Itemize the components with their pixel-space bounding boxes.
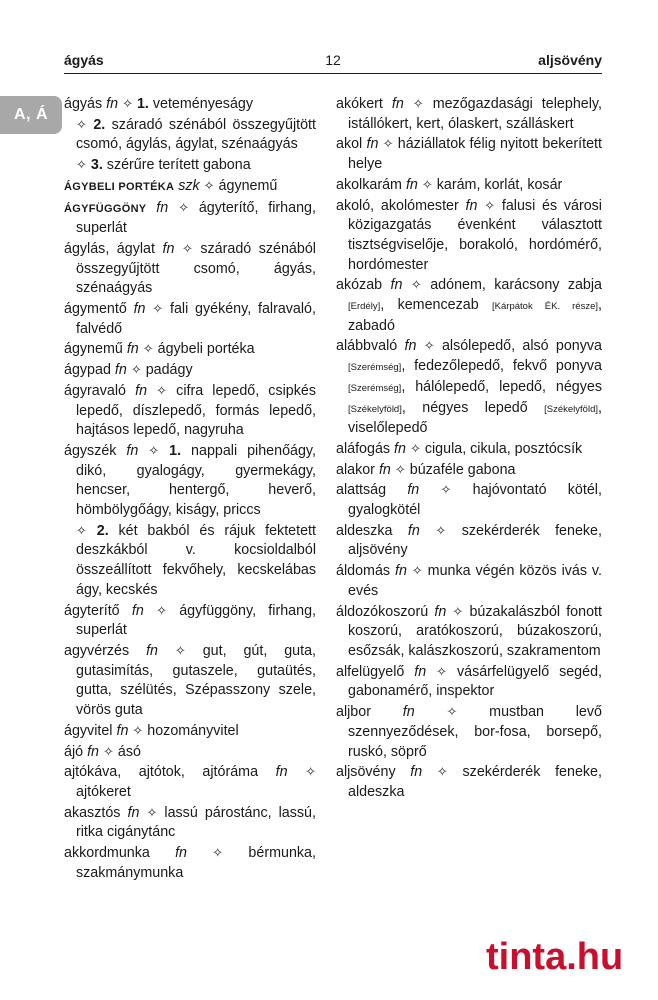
sense-number: 2. [96,522,109,539]
entry-definition: karám, korlát, kosár [436,176,563,193]
letter-tab: A, Á [0,96,62,134]
entry-headword: akoló, akolómester [336,197,459,214]
diamond-icon: ✧ [436,663,448,679]
sense-number: 3. [90,157,103,174]
entry-definition: búzakalászból fonott koszorú, aratókoszorú, búzakoszorú, esőzsák, kalászkoszorú, szakramentom [348,603,602,659]
part-of-speech: fn [407,482,420,499]
header-last-word: aljsövény [538,52,602,68]
dictionary-entry [336,134,602,174]
sense: ✧ 2. két bakból és rájuk fektetett deszkákból v. kocsioldalból összeállított fekvőhely, kecskelábas ágy, kecskés [76,522,316,598]
entry-headword: aljsövény [336,764,396,781]
watermark-logo: tinta.hu [486,936,624,978]
part-of-speech: fn [414,663,427,680]
page-number: 12 [325,52,341,68]
entry-headword: alfelügyelő [336,663,405,680]
entry-definition: cifra lepedő, csipkés lepedő, díszlepedő, formás lepedő, hajtásos lepedő, nagyruha [76,382,316,439]
entry-definition: ásó [117,743,141,760]
dictionary-entry [64,381,316,441]
dictionary-entry [336,196,602,276]
entry-definition: vásárfelügyelő segéd, gabonamérő, inspektor [348,663,602,700]
part-of-speech: fn [126,442,139,459]
header-first-word: ágyás [64,52,104,68]
part-of-speech: fn [156,199,169,216]
entry-headword: ÁGYFÜGGÖNY [64,202,147,215]
diamond-icon: ✧ [411,563,423,579]
dictionary-entry [336,702,602,762]
entry-definition: mezőgazdasági telephely, istállókert, kert, ólaskert, szálláskert [348,96,602,132]
entry-definition: lassú párostánc, lassú, ritka cigánytánc [76,804,316,841]
entry-definition: padágy [145,362,193,379]
part-of-speech: fn [275,764,288,781]
entry-definition: száradó szénából összegyűjtött csomó, ágyás, szénaágyás [76,240,316,297]
region-tag: [Erdély] [348,301,381,313]
entry-headword: ágynemű [64,341,123,358]
entry-headword: ájó [64,743,84,760]
header-rule [64,73,602,74]
entry-headword: ágylás, ágylat [64,240,155,257]
diamond-icon: ✧ [156,602,167,618]
region-tag: [Szerémség] [348,382,402,394]
entry-definition: gut, gút, guta, gutasimítás, gutaszele, gutaütés, gutta, szélütés, Szépasszony szele, vörös guta [76,642,317,719]
dictionary-entry [336,521,602,561]
entry-headword: ágypad [64,362,111,379]
dictionary-entry [64,641,316,721]
diamond-icon: ✧ [174,642,186,658]
part-of-speech: fn [394,563,407,580]
diamond-icon: ✧ [156,382,168,398]
part-of-speech: fn [114,362,127,379]
entry-headword: aláfogás [336,440,391,457]
entry-definition: ajtókeret [76,783,131,800]
dictionary-entry [64,176,316,198]
part-of-speech: fn [135,382,148,399]
entry-definition: ágyterítő, firhang, superlát [76,199,316,237]
region-tag: [Székelyföld] [544,403,599,415]
sense: ✧ 1. nappali pihenőágy, dikó, gyalogágy, gyermekágy, hencser, hentergő, heverő, hömbölygőágy, kiságy, priccs [76,442,316,519]
diamond-icon: ✧ [142,341,154,357]
dictionary-entry [64,441,316,601]
part-of-speech: fn [162,240,175,257]
region-tag: [Szerémség] [348,362,402,374]
part-of-speech: fn [394,440,406,457]
diamond-icon: ✧ [132,722,144,738]
entry-definition: bérmunka, szakmánymunka [76,845,316,881]
sense-number: 1. [169,442,182,459]
entry-headword: ágymentő [64,301,127,318]
diamond-icon: ✧ [76,522,87,538]
diamond-icon: ✧ [436,764,448,780]
entry-definition: adónem, karácsony zabja [Erdély], kemencezab [Kárpátok ÉK. része], zabadó [348,277,603,334]
entry-definition: hajóvontató kötél, gyalogkötél [348,482,602,519]
running-header [64,50,602,72]
dictionary-entry [64,742,316,763]
dictionary-entry [64,239,316,299]
entry-definition: hozományvitel [147,722,239,739]
entry-headword: akókert [336,96,383,112]
part-of-speech: fn [175,845,188,862]
region-tag: [Székelyföld] [348,403,402,415]
entry-headword: akózab [336,277,383,294]
part-of-speech: fn [116,722,129,739]
entry-definition: ágynemű [218,177,278,194]
dictionary-entry [64,803,316,843]
right-column [336,94,602,803]
diamond-icon: ✧ [203,177,215,193]
entry-definition: mustban levő szennyeződések, bor-fosa, borsepő, ruskó, söprő [348,704,602,760]
part-of-speech: fn [465,197,478,214]
diamond-icon: ✧ [435,522,447,538]
part-of-speech: fn [390,277,403,294]
part-of-speech: fn [366,136,379,153]
entry-definition: cigula, cikula, posztócsík [424,440,583,457]
part-of-speech: fn [402,704,415,721]
dictionary-entry [336,561,602,601]
diamond-icon: ✧ [410,277,422,293]
entry-definition: alsólepedő, alsó ponyva [Szerémség], fedezőlepedő, fekvő ponyva [Szerémség], hálólepedő, lepedő, négyes [Székelyföld], négyes lepedő [Székelyföld], viselőlepedő [348,338,602,437]
dictionary-entry [64,721,316,742]
diamond-icon: ✧ [412,96,424,111]
left-column [64,94,316,883]
dictionary-entry [336,439,602,460]
dictionary-entry [64,339,316,360]
part-of-speech: fn [378,461,391,478]
entry-headword: ágyszék [64,442,117,459]
entry-headword: ajtókáva, ajtótok, ajtóráma [64,764,259,781]
dictionary-entry [64,601,316,641]
diamond-icon: ✧ [130,362,142,378]
entry-definition: szekérderék feneke, aldeszka [348,764,602,800]
entry-headword: ÁGYBELI PORTÉKA [64,180,175,193]
part-of-speech: fn [434,603,447,620]
sense: ✧ 2. száradó szénából összegyűjtött csomó, ágylás, ágylat, szénaágyás [76,116,316,153]
part-of-speech: szk [178,177,200,194]
diamond-icon: ✧ [178,199,189,215]
diamond-icon: ✧ [212,845,224,861]
part-of-speech: fn [391,96,404,112]
part-of-speech: fn [127,804,140,821]
part-of-speech: fn [87,743,100,760]
dictionary-entry [64,198,316,239]
part-of-speech: fn [410,764,423,781]
diamond-icon: ✧ [76,116,87,132]
part-of-speech: fn [106,96,119,112]
diamond-icon: ✧ [148,442,160,458]
dictionary-entry [336,662,602,702]
entry-headword: ágyás [64,96,103,112]
diamond-icon: ✧ [484,197,496,213]
entry-definition: fali gyékény, falravaló, falvédő [76,301,316,337]
entry-headword: ágyravaló [64,382,126,399]
diamond-icon: ✧ [152,301,164,317]
part-of-speech: fn [405,176,418,193]
entry-headword: aljbor [336,704,371,721]
dictionary-entry [64,94,316,176]
part-of-speech: fn [131,602,144,619]
dictionary-entry [336,336,602,439]
entry-headword: akolkarám [336,176,402,193]
entry-headword: ágyvitel [64,722,113,739]
entry-headword: alakor [336,461,375,478]
sense: ✧ 1. veteményeságy [122,96,253,112]
sense: ✧ 3. szérűre terített gabona [76,157,251,174]
entry-headword: alattság [336,482,387,499]
part-of-speech: fn [126,341,139,358]
entry-definition: ágybeli portéka [157,341,255,358]
entry-definition: munka végén közös ivás v. evés [348,563,602,599]
entry-definition: háziállatok félig nyitott bekerített helye [348,136,602,173]
dictionary-entry [336,175,602,196]
entry-definition: szekérderék feneke, aljsövény [348,522,602,559]
diamond-icon: ✧ [305,764,316,780]
entry-definition: búzaféle gabona [409,461,516,478]
diamond-icon: ✧ [76,157,87,173]
dictionary-entry [336,602,602,662]
diamond-icon: ✧ [122,96,133,111]
dictionary-entry [336,94,602,134]
dictionary-entry [336,762,602,802]
entry-headword: áldozókoszorú [336,603,429,620]
diamond-icon: ✧ [146,804,158,820]
diamond-icon: ✧ [440,482,452,498]
diamond-icon: ✧ [409,440,421,456]
part-of-speech: fn [146,642,159,659]
diamond-icon: ✧ [382,136,394,152]
region-tag: [Kárpátok ÉK. része] [492,301,599,313]
entry-headword: alábbvaló [336,338,398,355]
entry-definition: ágyfüggöny, firhang, superlát [76,602,316,639]
diamond-icon: ✧ [394,461,406,477]
entry-headword: agyvérzés [64,642,130,659]
sense-number: 2. [93,116,106,133]
entry-headword: akasztós [64,804,121,821]
part-of-speech: fn [133,301,146,318]
entry-headword: akol [336,136,363,153]
dictionary-entry [336,460,602,481]
sense-number: 1. [136,96,149,112]
part-of-speech: fn [404,338,417,355]
dictionary-entry [336,275,602,336]
diamond-icon: ✧ [452,603,464,619]
part-of-speech: fn [407,522,420,539]
entry-definition: falusi és városi közigazgatás évenként választott tisztségviselője, borakoló, hordómérő, hordómester [348,197,602,273]
dictionary-entry [64,299,316,339]
diamond-icon: ✧ [181,240,193,256]
diamond-icon: ✧ [421,176,433,192]
entry-headword: ágyterítő [64,602,120,619]
diamond-icon: ✧ [423,338,435,354]
dictionary-entry [64,762,316,802]
dictionary-entry [64,843,316,883]
entry-headword: akkordmunka [64,845,150,862]
entry-headword: aldeszka [336,522,393,539]
dictionary-entry [64,360,316,381]
diamond-icon: ✧ [446,704,458,720]
diamond-icon: ✧ [103,743,114,759]
entry-headword: áldomás [336,563,391,580]
dictionary-entry [336,480,602,520]
